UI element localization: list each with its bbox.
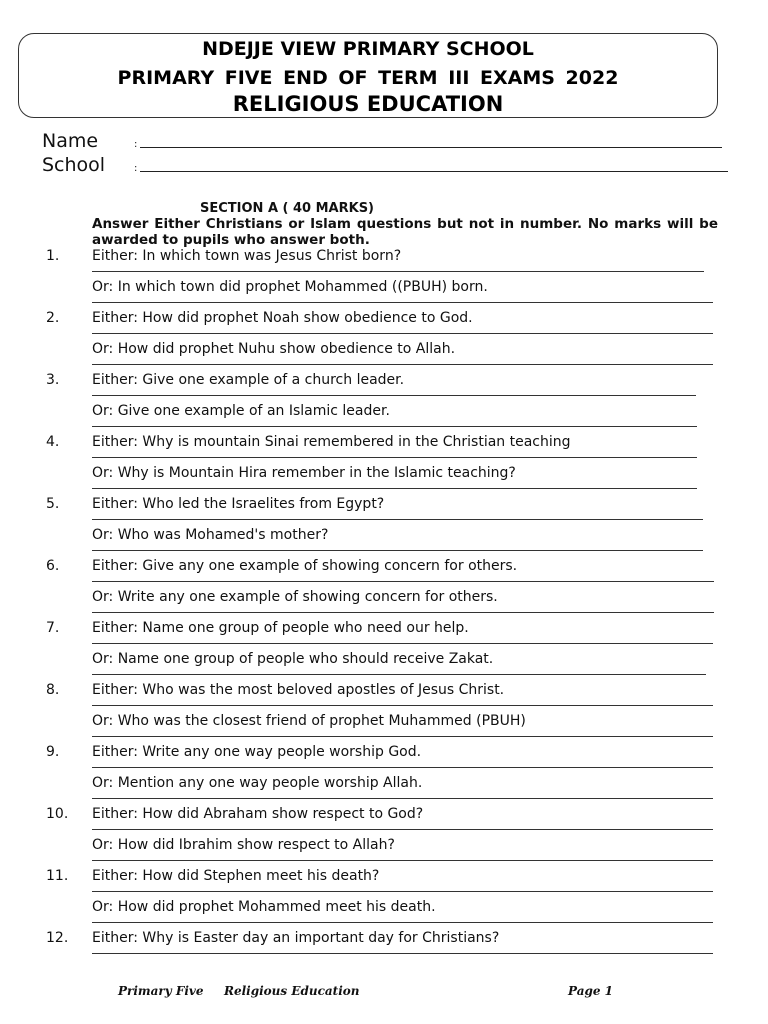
answer-line[interactable]: [92, 829, 713, 830]
answer-line[interactable]: [92, 364, 713, 365]
answer-line[interactable]: [92, 953, 713, 954]
question-number: 4.: [46, 434, 60, 450]
question-or-text: Or: In which town did prophet Mohammed ((PBUH) born.: [92, 279, 488, 295]
question-number: 1.: [46, 248, 60, 264]
question-either-text: Either: Why is Easter day an important day for Christians?: [92, 930, 500, 946]
question-number: 2.: [46, 310, 60, 326]
question-or-text: Or: How did Ibrahim show respect to Allah?: [92, 837, 395, 853]
question-or-text: Or: How did prophet Nuhu show obedience to Allah.: [92, 341, 456, 357]
question-number: 10.: [46, 806, 69, 822]
answer-line[interactable]: [92, 736, 713, 737]
school-answer-line[interactable]: [140, 171, 728, 172]
subject-title: RELIGIOUS EDUCATION: [232, 92, 504, 116]
question-number: 5.: [46, 496, 60, 512]
question-either-text: Either: Write any one way people worship God.: [92, 744, 422, 760]
question-item: [0, 372, 768, 434]
answer-line[interactable]: [92, 767, 713, 768]
question-item: [0, 620, 768, 682]
question-item: [0, 558, 768, 620]
school-label: School: [42, 154, 106, 176]
question-item: [0, 868, 768, 930]
question-item: [0, 806, 768, 868]
question-or-text: Or: Name one group of people who should receive Zakat.: [92, 651, 494, 667]
answer-line[interactable]: [92, 457, 697, 458]
answer-line[interactable]: [92, 333, 713, 334]
question-number: 7.: [46, 620, 60, 636]
question-item: [0, 248, 768, 310]
question-either-text: Either: Give any one example of showing concern for others.: [92, 558, 518, 574]
answer-line[interactable]: [92, 488, 697, 489]
name-colon: :: [134, 139, 138, 150]
footer-class: Primary Five: [118, 984, 204, 998]
question-or-text: Or: How did prophet Mohammed meet his death.: [92, 899, 436, 915]
question-item: [0, 682, 768, 744]
section-title: SECTION A ( 40 MARKS): [200, 201, 375, 216]
question-number: 9.: [46, 744, 60, 760]
question-number: 3.: [46, 372, 60, 388]
question-number: 11.: [46, 868, 69, 884]
question-or-text: Or: Write any one example of showing concern for others.: [92, 589, 498, 605]
question-either-text: Either: Who was the most beloved apostles of Jesus Christ.: [92, 682, 505, 698]
answer-line[interactable]: [92, 395, 696, 396]
question-or-text: Or: Give one example of an Islamic leader.: [92, 403, 390, 419]
question-either-text: Either: How did Stephen meet his death?: [92, 868, 380, 884]
question-either-text: Either: Who led the Israelites from Egypt?: [92, 496, 385, 512]
answer-line[interactable]: [92, 643, 713, 644]
footer-page: Page 1: [568, 984, 614, 998]
answer-line[interactable]: [92, 798, 713, 799]
question-item: [0, 310, 768, 372]
question-number: 6.: [46, 558, 60, 574]
question-or-text: Or: Why is Mountain Hira remember in the Islamic teaching?: [92, 465, 516, 481]
school-title: NDEJJE VIEW PRIMARY SCHOOL: [202, 38, 534, 60]
question-either-text: Either: How did prophet Noah show obedience to God.: [92, 310, 473, 326]
school-colon: :: [134, 163, 138, 174]
answer-line[interactable]: [92, 860, 713, 861]
question-either-text: Either: How did Abraham show respect to God?: [92, 806, 424, 822]
question-either-text: Either: In which town was Jesus Christ born?: [92, 248, 402, 264]
question-either-text: Either: Why is mountain Sinai remembered in the Christian teaching: [92, 434, 571, 450]
name-field[interactable]: [42, 130, 137, 152]
name-label: Name: [42, 130, 99, 152]
question-item: [0, 496, 768, 558]
name-answer-line[interactable]: [140, 147, 722, 148]
question-or-text: Or: Mention any one way people worship Allah.: [92, 775, 423, 791]
answer-line[interactable]: [92, 426, 697, 427]
answer-line[interactable]: [92, 550, 703, 551]
question-either-text: Either: Name one group of people who need our help.: [92, 620, 469, 636]
question-number: 8.: [46, 682, 60, 698]
answer-line[interactable]: [92, 891, 713, 892]
question-or-text: Or: Who was Mohamed's mother?: [92, 527, 329, 543]
answer-line[interactable]: [92, 674, 706, 675]
school-field[interactable]: [42, 154, 137, 176]
answer-line[interactable]: [92, 519, 703, 520]
answer-line[interactable]: [92, 271, 704, 272]
section-instructions: Answer Either Christians or Islam questions but not in number. No marks will be awarded to pupils who answer both.: [92, 216, 718, 248]
footer-subject: Religious Education: [224, 984, 360, 998]
question-either-text: Either: Give one example of a church leader.: [92, 372, 405, 388]
question-item: [0, 434, 768, 496]
question-number: 12.: [46, 930, 69, 946]
answer-line[interactable]: [92, 922, 713, 923]
header-box: [18, 33, 718, 118]
answer-line[interactable]: [92, 581, 714, 582]
exam-title: PRIMARY FIVE END OF TERM III EXAMS 2022: [117, 67, 619, 89]
question-or-text: Or: Who was the closest friend of prophet Muhammed (PBUH): [92, 713, 526, 729]
answer-line[interactable]: [92, 705, 713, 706]
question-item: [0, 744, 768, 806]
answer-line[interactable]: [92, 302, 713, 303]
answer-line[interactable]: [92, 612, 714, 613]
question-item: [0, 930, 768, 992]
